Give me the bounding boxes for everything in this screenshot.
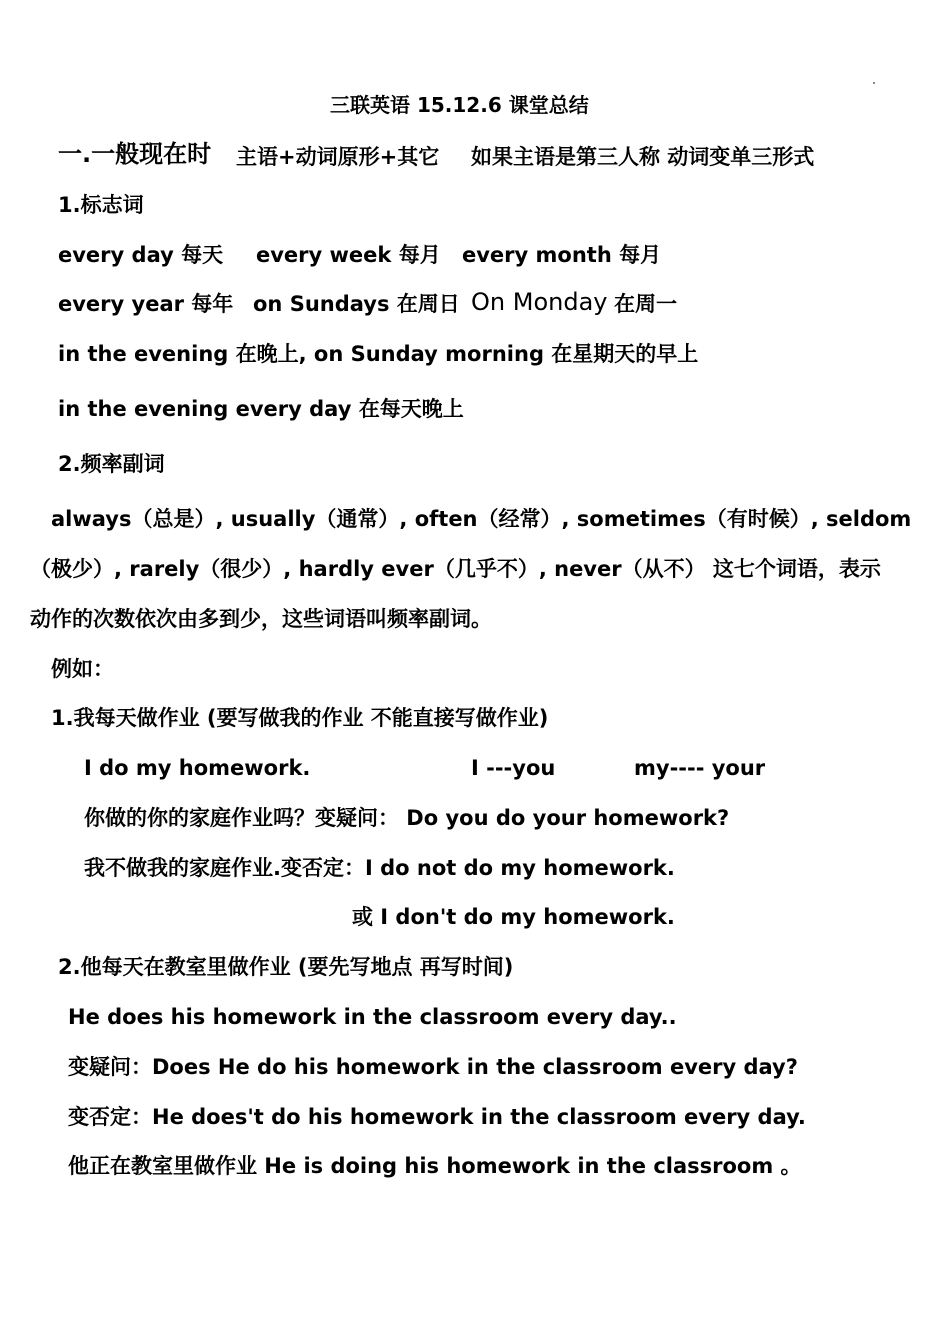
signal-words-item: on Sundays 在周日 [253,292,460,316]
signal-words-item: 在周一 [614,292,677,316]
frequency-paragraph-line: 动作的次数依次由多到少，这些词语叫频率副词。 [30,607,492,631]
frequency-heading: 2.频率副词 [58,452,165,476]
page-title: 三联英语 15.12.6 课堂总结 [330,93,589,117]
signal-words-item: every year 每年 [58,292,234,316]
frequency-paragraph-line: always（总是）, usually（通常）, often（经常）, sometimes（有时候）, seldom [51,507,912,531]
example2-negative: 变否定：He does't do his homework in the classroom every day. [68,1105,806,1129]
signal-words-heading: 1.标志词 [58,193,144,217]
section-rule: 如果主语是第三人称 动词变单三形式 [471,145,815,169]
examples-label: 例如： [51,657,114,681]
example2-sentence: He does his homework in the classroom every day.. [68,1005,677,1029]
signal-words-item: every week 每月 [256,243,441,267]
section-formula: 主语+动词原形+其它 [236,145,440,169]
example1-question: 你做的你的家庭作业吗？变疑问： Do you do your homework? [84,806,730,830]
example2-heading: 2.他每天在教室里做作业 (要先写地点 再写时间) [58,955,514,979]
signal-words-line: in the evening 在晚上, on Sunday morning 在星期天的早上 [58,342,699,366]
example1-negative: 我不做我的家庭作业.变否定：I do not do my homework. [84,856,675,880]
example2-progressive: 他正在教室里做作业 He is doing his homework in the classroom 。 [68,1154,802,1178]
signal-words-item: every day 每天 [58,243,224,267]
example1-sentence: I do my homework. [84,756,311,780]
scan-speck [873,82,875,84]
section-heading: 一.一般现在时 [58,140,212,168]
example1-heading: 1.我每天做作业 (要写做我的作业 不能直接写做作业) [51,706,549,730]
example1-note: I ---you [471,756,556,780]
signal-words-item: On Monday [471,288,608,316]
example1-note: my---- your [634,756,766,780]
example2-question: 变疑问：Does He do his homework in the classroom every day? [68,1055,798,1079]
signal-words-line: in the evening every day 在每天晚上 [58,397,464,421]
example1-negative-alt: 或 I don't do my homework. [352,905,675,929]
signal-words-item: every month 每月 [462,243,662,267]
frequency-paragraph-line: （极少）, rarely（很少）, hardly ever（几乎不）, never（从不） 这七个词语，表示 [30,557,881,581]
